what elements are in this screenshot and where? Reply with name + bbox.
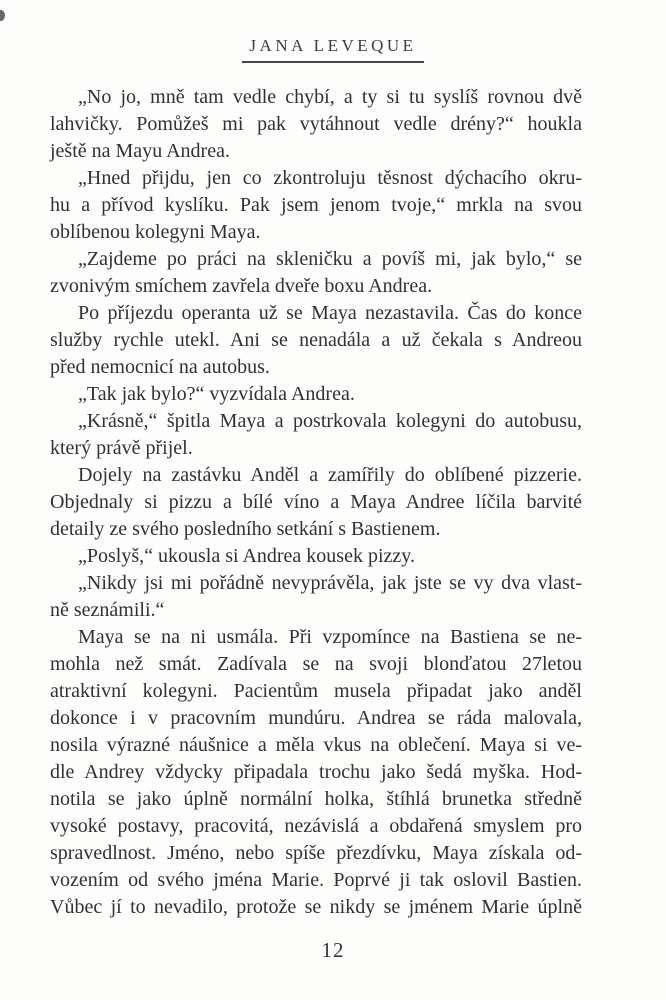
text-line: „No jo, mně tam vedle chybí, a ty si tu syslíš rovnou dvě (78, 86, 582, 108)
paragraph (50, 381, 582, 408)
text-line: atraktivní kolegyni. Pacientům musela připadat jako anděl (50, 680, 582, 702)
text-line: zvonivým smíchem zavřela dveře boxu Andrea. (50, 275, 433, 297)
text-line: „Hned přijdu, jen co zkontroluju těsnost dýchacího okru- (78, 167, 582, 189)
paragraph (50, 624, 582, 921)
text-block (50, 84, 582, 921)
text-line: Maya se na ni usmála. Při vzpomínce na Bastiena se ne- (78, 626, 582, 648)
text-line: Vůbec jí to nevadilo, protože se nikdy se jménem Marie úplně (50, 896, 582, 918)
paragraph (50, 570, 582, 624)
text-line: Dojely na zastávku Anděl a zamířily do oblíbené pizzerie. (78, 464, 582, 486)
text-line: „Zajdeme po práci na skleničku a povíš mi, jak bylo,“ se (78, 248, 582, 270)
paragraph (50, 543, 582, 570)
text-line: Objednaly si pizzu a bílé víno a Maya Andree líčila barvité (50, 491, 582, 513)
paragraph (50, 408, 582, 462)
running-header (0, 36, 666, 63)
text-line: který právě přijel. (50, 437, 193, 459)
text-line: hu a přívod kyslíku. Pak jsem jenom tvoje,“ mrkla na svou (50, 194, 582, 216)
text-line: notila se jako úplně normální holka, štíhlá brunetka středně (50, 788, 582, 810)
paragraph (50, 300, 582, 381)
text-line: „Krásně,“ špitla Maya a postrkovala kolegyni do autobusu, (78, 410, 582, 432)
scan-artifact (0, 10, 5, 21)
text-line: „Tak jak bylo?“ vyzvídala Andrea. (78, 383, 355, 405)
page-number: 12 (321, 938, 345, 962)
paragraph (50, 165, 582, 246)
paragraph (50, 84, 582, 165)
text-line: vozením od svého jména Marie. Poprvé ji tak oslovil Bastien. (50, 869, 582, 891)
text-line: nosila výrazné náušnice a měla vkus na oblečení. Maya si ve- (50, 734, 582, 756)
text-line: „Nikdy jsi mi pořádně nevyprávěla, jak jste se vy dva vlast- (78, 572, 582, 594)
text-line: „Poslyš,“ ukousla si Andrea kousek pizzy. (78, 545, 415, 567)
text-line: dokonce i v pracovním mundúru. Andrea se ráda malovala, (50, 707, 582, 729)
text-line: dle Andrey vždycky připadala trochu jako šedá myška. Hod- (50, 761, 582, 783)
paragraph (50, 246, 582, 300)
text-line: ně seznámili.“ (50, 599, 165, 621)
text-line: lahvičky. Pomůžeš mi pak vytáhnout vedle drény?“ houkla (50, 113, 582, 135)
text-line: mohla než smát. Zadívala se na svoji blonďatou 27letou (50, 653, 582, 675)
text-line: před nemocnicí na autobus. (50, 356, 270, 378)
text-line: detaily ze svého posledního setkání s Bastienem. (50, 518, 441, 540)
text-line: ještě na Mayu Andrea. (50, 140, 230, 162)
page-footer (0, 938, 666, 963)
author-name: JANA LEVEQUE (242, 36, 423, 63)
text-line: služby rychle utekl. Ani se nenadála a už čekala s Andreou (50, 329, 582, 351)
text-line: Po příjezdu operanta už se Maya nezastavila. Čas do konce (78, 302, 582, 324)
text-line: vysoké postavy, pracovitá, nezávislá a obdařená smyslem pro (50, 815, 582, 837)
paragraph (50, 462, 582, 543)
text-line: spravedlnost. Jméno, nebo spíše přezdívku, Maya získala od- (50, 842, 582, 864)
text-line: oblíbenou kolegyni Maya. (50, 221, 261, 243)
